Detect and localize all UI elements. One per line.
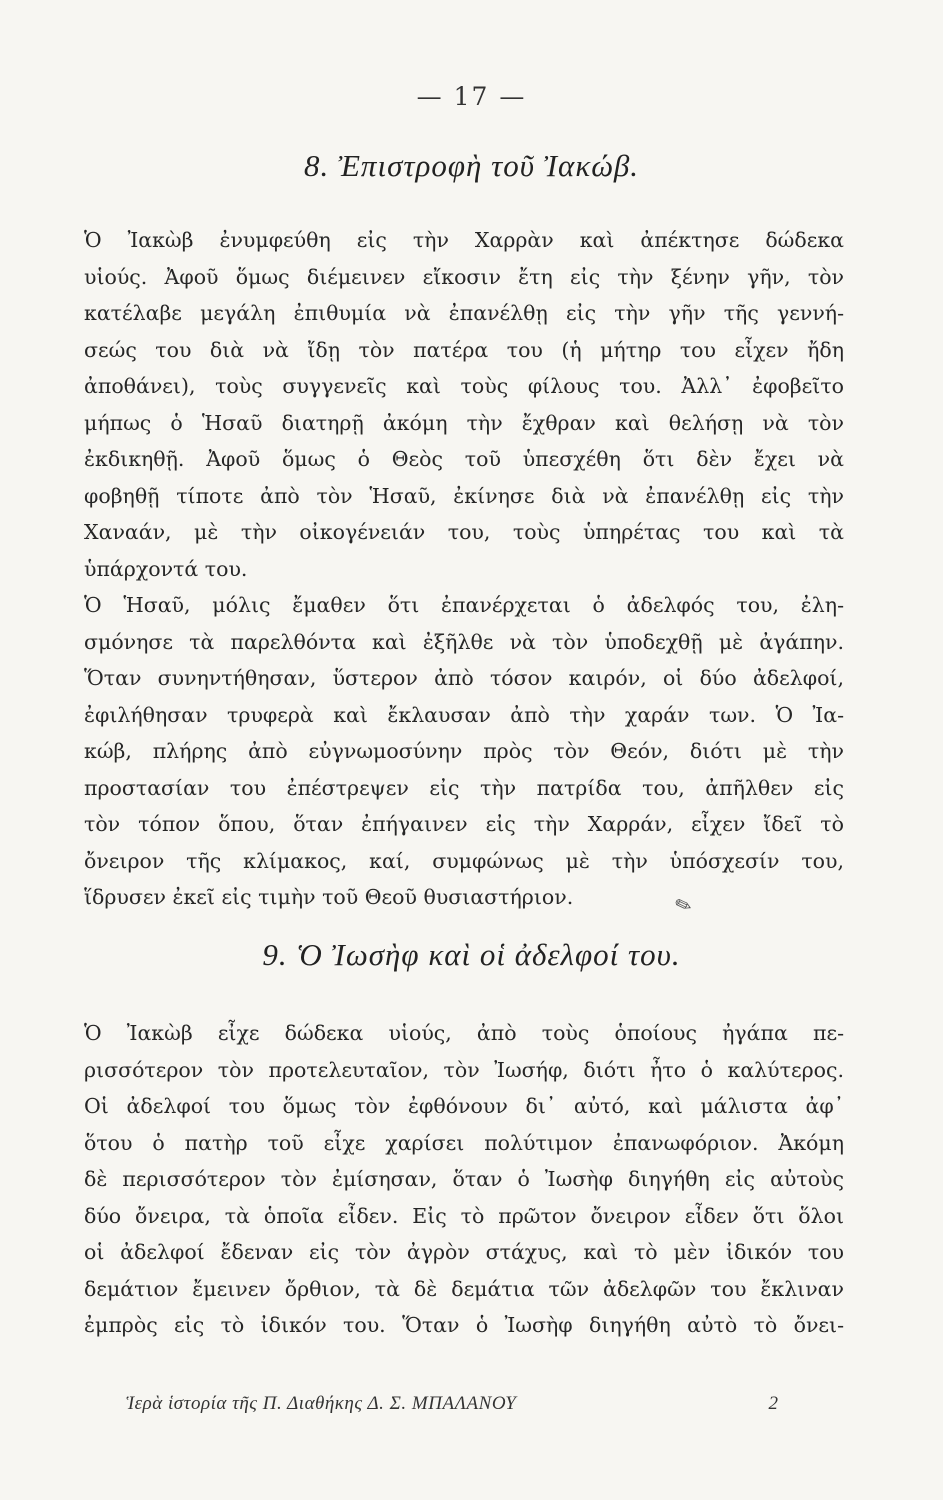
text-line: ρισσότερον τὸν προτελευταῖον, τὸν Ἰωσήφ, διότι ἦτο ὁ καλύτερος. xyxy=(84,1057,844,1082)
text-line: ἐκδικηθῇ. Ἀφοῦ ὅμως ὁ Θεὸς τοῦ ὑπεσχέθη ὅτι δὲν ἔχει νὰ xyxy=(84,447,844,471)
footer-signature-number: 2 xyxy=(768,1393,778,1414)
text-line: Ὁ Ἰακὼβ ἐνυμφεύθη εἰς τὴν Χαρρὰν καὶ ἀπέκτησε δώδεκα xyxy=(84,228,844,252)
text-line: κατέλαβε μεγάλη ἐπιθυμία νὰ ἐπανέλθῃ εἰς τὴν γῆν τῆς γεννή- xyxy=(84,301,844,325)
page-number: — 17 — xyxy=(416,82,527,111)
text-line: υἱούς. Ἀφοῦ ὅμως διέμεινεν εἴκοσιν ἔτη εἰς τὴν ξένην γῆν, τὸν xyxy=(84,264,844,289)
text-line: ἐμπρὸς εἰς τὸ ἰδικόν του. Ὅταν ὁ Ἰωσὴφ διηγήθη αὐτὸ τὸ ὄνει- xyxy=(84,1313,844,1337)
text-line: δύο ὄνειρα, τὰ ὁποῖα εἶδεν. Εἰς τὸ πρῶτον ὄνειρον εἶδεν ὅτι ὅλοι xyxy=(84,1203,844,1228)
text-line: Χαναάν, μὲ τὴν οἰκογένειάν του, τοὺς ὑπηρέτας του καὶ τὰ xyxy=(84,520,844,544)
text-line: σμόνησε τὰ παρελθόντα καὶ ἐξῆλθε νὰ τὸν ὑποδεχθῇ μὲ ἀγάπην. xyxy=(84,629,844,654)
text-line: οἱ ἀδελφοί ἔδεναν εἰς τὸν ἀγρὸν στάχυς, καὶ τὸ μὲν ἰδικόν του xyxy=(84,1240,844,1264)
text-line: σεώς του διὰ νὰ ἴδῃ τὸν πατέρα του (ἡ μήτηρ του εἶχεν ἤδη xyxy=(84,337,844,362)
text-line: δὲ περισσότερον τὸν ἐμίσησαν, ὅταν ὁ Ἰωσὴφ διηγήθη εἰς αὐτοὺς xyxy=(84,1167,844,1191)
text-line: φοβηθῇ τίποτε ἀπὸ τὸν Ἡσαῦ, ἐκίνησε διὰ νὰ ἐπανέλθῃ εἰς τὴν xyxy=(84,483,844,508)
text-line: κώβ, πλήρης ἀπὸ εὐγνωμοσύνην πρὸς τὸν Θεόν, διότι μὲ τὴν xyxy=(84,739,844,763)
ink-mark-icon: ✎ xyxy=(671,890,696,920)
text-line: ἀποθάνει), τοὺς συγγενεῖς καὶ τοὺς φίλους του. Ἀλλ᾽ ἐφοβεῖτο xyxy=(84,374,844,398)
text-line: προστασίαν του ἐπέστρεψεν εἰς τὴν πατρίδα του, ἀπῆλθεν εἰς xyxy=(84,775,844,800)
text-line: Ὁ Ἰακὼβ εἶχε δώδεκα υἱούς, ἀπὸ τοὺς ὁποίους ἠγάπα πε- xyxy=(84,1021,844,1045)
text-line: ὅτου ὁ πατὴρ τοῦ εἶχε χαρίσει πολύτιμον ἐπανωφόριον. Ἀκόμη xyxy=(84,1130,844,1155)
text-line: ὄνειρον τῆς κλίμακος, καί, συμφώνως μὲ τὴν ὑπόσχεσίν του, xyxy=(84,848,844,873)
section-body-joseph-brothers xyxy=(84,1015,844,1344)
text-line: τὸν τόπον ὅπου, ὅταν ἐπήγαινεν εἰς τὴν Χαρράν, εἶχεν ἴδεῖ τὸ xyxy=(84,812,844,836)
section-title-jacob-return: 8. Ἐπιστροφὴ τοῦ Ἰακώβ. xyxy=(303,148,640,183)
text-line: Οἱ ἀδελφοί του ὅμως τὸν ἐφθόνουν δι᾽ αὐτό, καὶ μάλιστα ἀφ᾽ xyxy=(84,1094,844,1118)
section-title-joseph-brothers: 9. Ὁ Ἰωσὴφ καὶ οἱ ἀδελφοί του. xyxy=(262,937,681,972)
text-line: δεμάτιον ἔμεινεν ὄρθιον, τὰ δὲ δεμάτια τῶν ἀδελφῶν του ἔκλιναν xyxy=(84,1276,844,1301)
section-body-jacob-return xyxy=(84,222,844,916)
text-line: ἐφιλήθησαν τρυφερὰ καὶ ἔκλαυσαν ἀπὸ τὴν χαράν των. Ὁ Ἰα- xyxy=(84,702,844,727)
text-line: μήπως ὁ Ἡσαῦ διατηρῇ ἀκόμη τὴν ἔχθραν καὶ θελήσῃ νὰ τὸν xyxy=(84,410,844,435)
text-line: ὑπάρχοντά του. xyxy=(84,556,248,581)
text-line: ἵδρυσεν ἐκεῖ εἰς τιμὴν τοῦ Θεοῦ θυσιαστήριον. xyxy=(84,885,574,909)
text-line: Ὁ Ἡσαῦ, μόλις ἔμαθεν ὅτι ἐπανέρχεται ὁ ἀδελφός του, ἐλη- xyxy=(84,593,844,617)
text-line: Ὅταν συνηντήθησαν, ὕστερον ἀπὸ τόσον καιρόν, οἱ δύο ἀδελφοί, xyxy=(84,666,844,690)
footer-book-title: Ἱερὰ ἱστορία τῆς Π. Διαθήκης Δ. Σ. ΜΠΑΛΑΝΟΥ xyxy=(126,1393,517,1414)
